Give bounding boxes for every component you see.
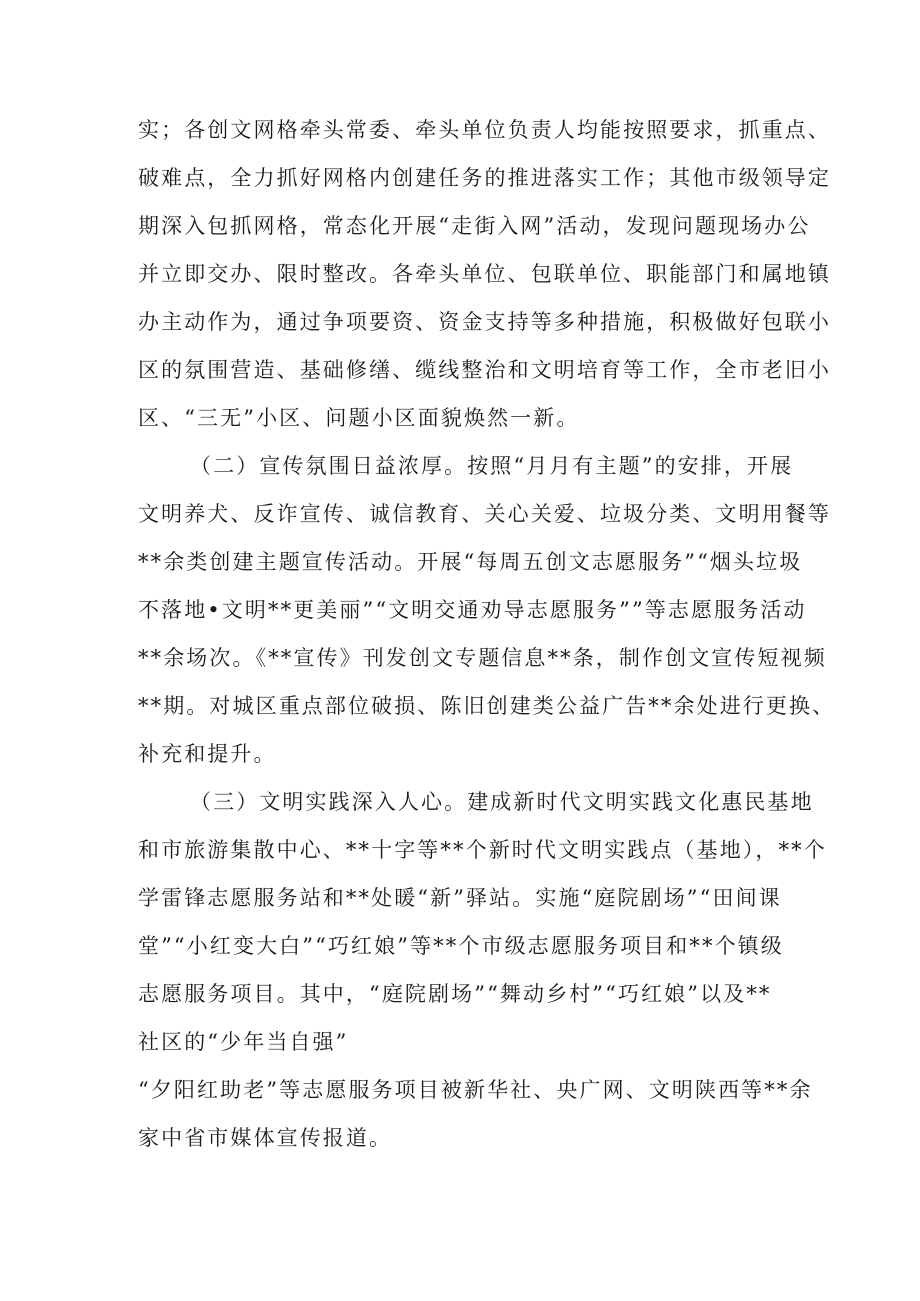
text-line: 办主动作为，通过争项要资、资金支持等多种措施，积极做好包联小 bbox=[138, 310, 831, 334]
text-line: 和市旅游集散中心、**十字等**个新时代文明实践点（基地），**个 bbox=[138, 838, 827, 862]
text-line: **余类创建主题宣传活动。开展“每周五创文志愿服务”“烟头垃圾 bbox=[138, 550, 803, 574]
text-line: 区、“三无”小区、问题小区面貌焕然一新。 bbox=[138, 406, 580, 430]
section-heading-2: （二）宣传氛围日益浓厚。按照“月月有主题”的安排，开展 bbox=[190, 454, 794, 478]
text-line: 社区的“少年当自强” bbox=[138, 1030, 349, 1054]
text-line: 破难点，全力抓好网格内创建任务的推进落实工作；其他市级领导定 bbox=[138, 166, 831, 190]
text-line: **余场次。《**宣传》刊发创文专题信息**条，制作创文宣传短视频 bbox=[138, 646, 827, 670]
text-line: **期。对城区重点部位破损、陈旧创建类公益广告**余处进行更换、 bbox=[138, 694, 836, 718]
text-line: 并立即交办、限时整改。各牵头单位、包联单位、职能部门和属地镇 bbox=[138, 262, 831, 286]
text-line: 学雷锋志愿服务站和**处暖“新”驿站。实施“庭院剧场”“田间课 bbox=[138, 886, 782, 910]
text-line: 家中省市媒体宣传报道。 bbox=[138, 1126, 393, 1150]
text-line: 堂”“小红变大白”“巧红娘”等**个市级志愿服务项目和**个镇级 bbox=[138, 934, 784, 958]
text-line: 文明养犬、反诈宣传、诚信教育、关心关爱、垃圾分类、文明用餐等 bbox=[138, 502, 831, 526]
text-line: “夕阳红助老”等志愿服务项目被新华社、央广网、文明陕西等**余 bbox=[138, 1078, 813, 1102]
text-line: 期深入包抓网格，常态化开展“走街入网”活动，发现问题现场办公 bbox=[138, 214, 811, 238]
text-line: 补充和提升。 bbox=[138, 742, 277, 766]
text-line: 不落地•文明**更美丽”“文明交通劝导志愿服务””等志愿服务活动 bbox=[138, 598, 807, 622]
text-line: 志愿服务项目。其中，“庭院剧场”“舞动乡村”“巧红娘”以及** bbox=[138, 982, 772, 1006]
text-line: 实；各创文网格牵头常委、牵头单位负责人均能按照要求，抓重点、 bbox=[138, 118, 831, 142]
section-heading-3: （三）文明实践深入人心。建成新时代文明实践文化惠民基地 bbox=[190, 790, 814, 814]
text-line: 区的氛围营造、基础修缮、缆线整治和文明培育等工作，全市老旧小 bbox=[138, 358, 831, 382]
